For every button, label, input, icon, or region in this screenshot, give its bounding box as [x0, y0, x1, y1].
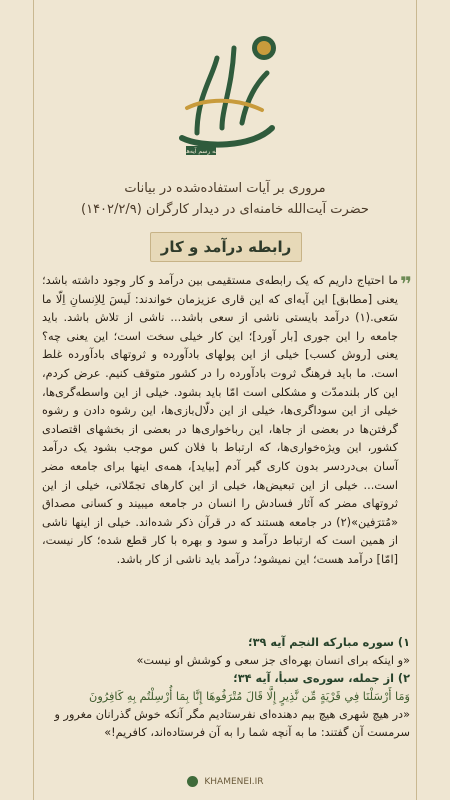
footer-site[interactable]: KHAMENEI.IR: [204, 777, 264, 787]
quote-icon: ❞: [400, 272, 412, 296]
references: [42, 634, 410, 742]
calligraphy-logo: [162, 28, 292, 168]
header: [0, 0, 450, 260]
subtitle: [40, 180, 410, 219]
site-logo-icon: [187, 776, 198, 787]
footer: [0, 776, 450, 794]
body-text: ما احتیاج داریم که یک رابطه‌ی مستقیمی بین درآمد و کار وجود داشته باشد؛ یعنی [مطابق] این آیه‌ای که این قاری عزیزمان خواندند: لَیسَ لِلاِنسانِ اِلّا ما سَعی.(۱) درآمد بایستی ناشی از سعی باشد... ناشی از تلاش باشد. باید جامعه را این جوری [بار آورد]؛ این کار خیلی سخت است؛ این یعنی چه؟ یعنی [روش کسب] خیلی از این پولهای بادآورده و ثروتهای بادآورده غلط است. ما باید فرهنگ ثروت بادآورده را در کشور متوقف کنیم. عرض کردم، این کار بلندمدّت و مشکلی است امّا باید بشود. خیلی از این واسطه‌گری‌ها، خیلی از این سوداگری‌ها، خیلی از این دلّال‌بازی‌ها، این رشوه دادن و رشوه گرفتن‌ها در بعضی از جاها، این رباخواری‌ها در بعضی از بخشهای اقتصادی کشور، این ویژه‌خواری‌ها، که ارتباط با فلان کس موجب بشود یک درآمد آسان بی‌دردسر بدون کاری گیر آدم [بیاید]، همه‌ی اینها برای جامعه مضر است... خیلی از این تبعیض‌ها، خیلی از این کارهای تجمّلاتی، خیلی از این ثروتهای مضر که آثار فسادش را انسان در جامعه میبیند و کسانی مصداق «مُترَفین»(۲) در جامعه هستند که در قرآن ذکر شده‌اند. خیلی از اینها ناشی از همین است که ارتباط درآمد و سود و بهره با کار قطع شده؛ کار نیست، [امّا] درآمد هست؛ این نمیشود؛ درآمد باید ناشی از کار باشد.: [42, 274, 398, 566]
subtitle-line-2: حضرت آیت‌الله خامنه‌ای در دیدار کارگران (۱۴۰۲/۲/۹): [81, 202, 369, 217]
logo-caption: به رسم آیه‌ها: [184, 148, 218, 155]
reference-translation-2: «در هیچ شهری هیچ بیم دهنده‌ای نفرستادیم مگر آنکه خوش گذرانان مغرور و سرمست آن گفتند: ما به آنچه شما را به آن فرستاده‌اند، کافریم!»: [54, 708, 410, 739]
subtitle-line-1: مروری بر آیات استفاده‌شده در بیانات: [124, 181, 326, 196]
section-title: رابطه درآمد و کار: [150, 232, 302, 262]
reference-heading-1: ۱) سوره مبارکه النجم آیه ۳۹؛: [248, 636, 410, 649]
reference-verse-2: وَمَا أَرْسَلْنَا فِي قَرْيَةٍ مِّن نَّذِيرٍ إِلَّا قَالَ مُتْرَفُوهَا إِنَّا بِمَا أُرْسِلْتُم بِهِ كَافِرُونَ: [89, 690, 410, 703]
reference-translation-1: «و اینکه برای انسان بهره‌ای جز سعی و کوشش او نیست»: [136, 654, 410, 667]
reference-heading-2: ۲) از جمله، سوره‌ی سبأ، آیه ۳۴؛: [233, 672, 410, 685]
